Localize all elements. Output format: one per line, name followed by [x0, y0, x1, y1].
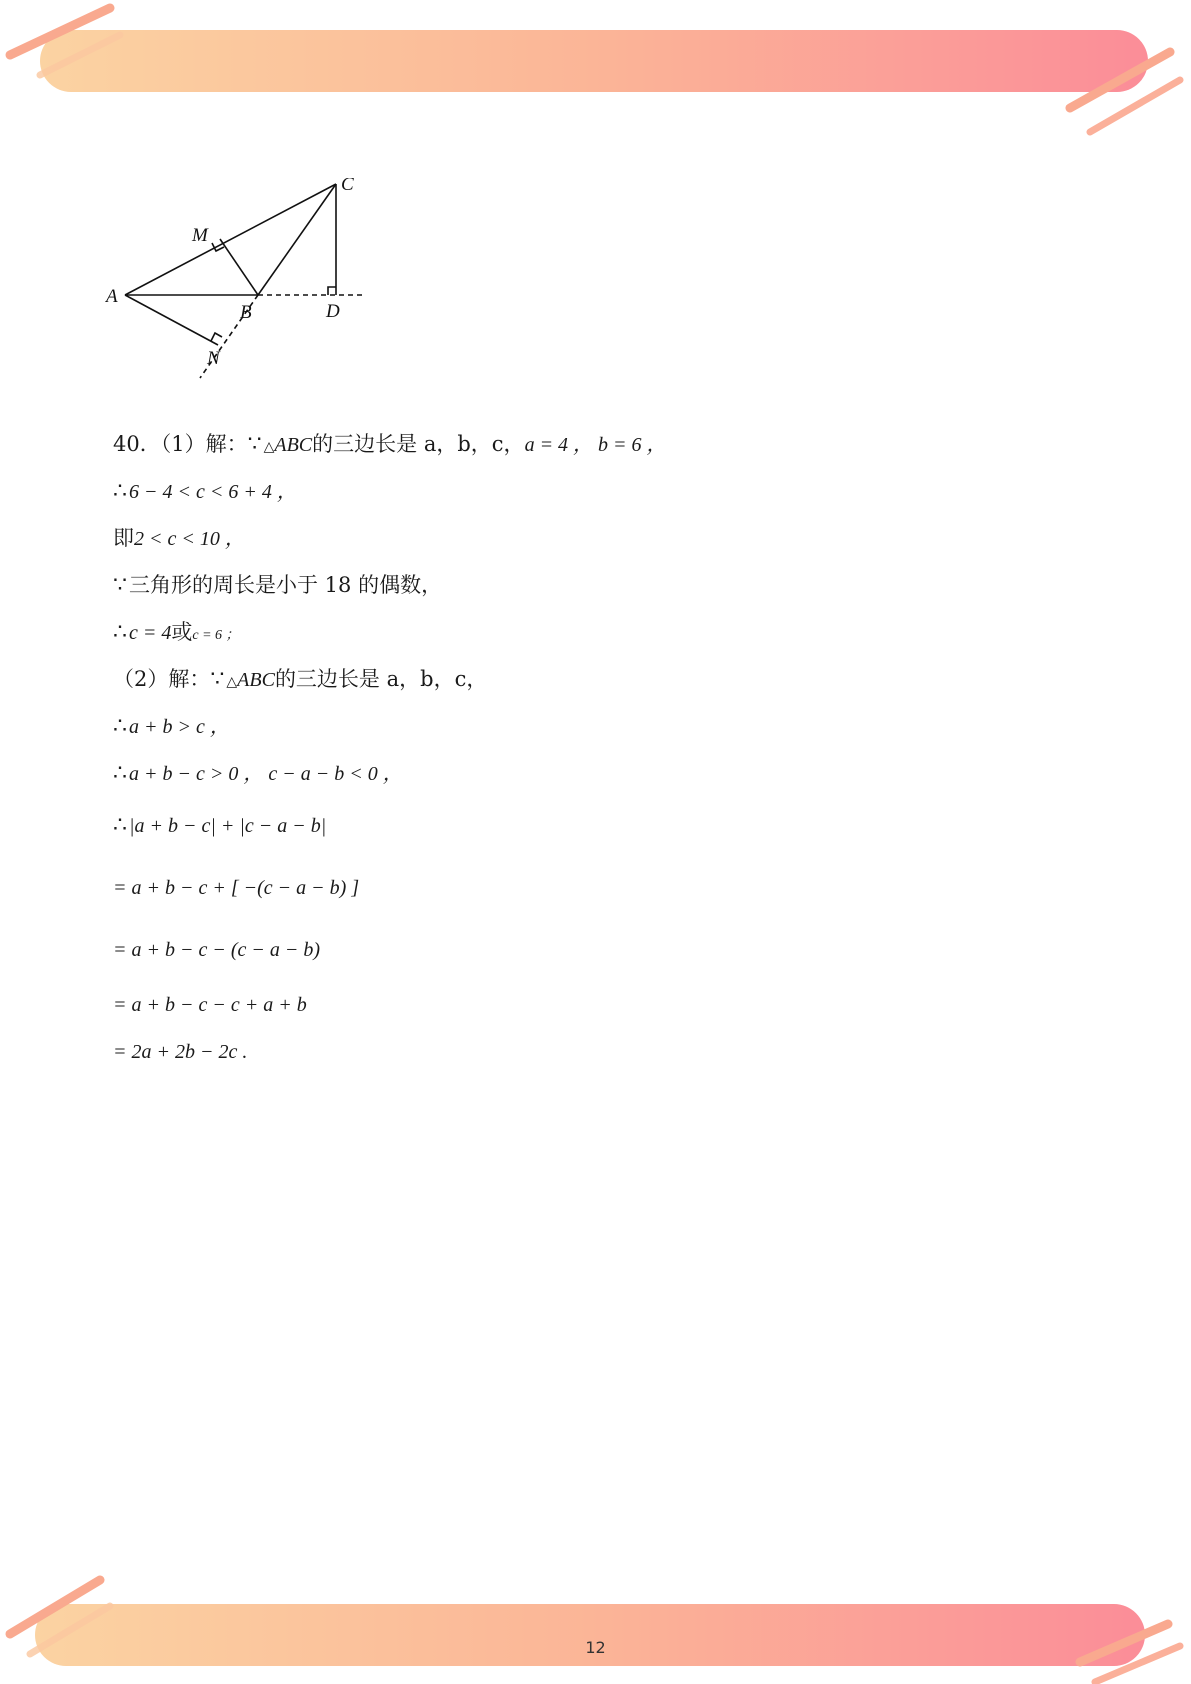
solution-line: ∴ 6 − 4 < c < 6 + 4 ， — [113, 479, 297, 504]
solution-line: ∴ a + b − c > 0 ， c − a − b < 0 ， — [113, 761, 403, 786]
solution-line: = a + b − c − c + a + b — [113, 994, 307, 1016]
label-a: A — [106, 286, 118, 307]
right-angle-d — [328, 287, 336, 295]
solution-line: = a + b − c − (c − a − b) — [113, 939, 321, 961]
segment-bc — [258, 184, 336, 295]
label-b: B — [240, 302, 252, 323]
segment-an — [125, 295, 218, 345]
solution-line: 即2 < c < 10 ， — [113, 526, 245, 550]
header-banner — [0, 0, 1191, 140]
page-number: 12 — [585, 1638, 606, 1657]
geometry-figure — [100, 178, 400, 418]
solution-line: （2）解：∵ △ABC的三边长是 a，b，c， — [113, 667, 488, 692]
segment-ac — [125, 184, 336, 295]
label-d: D — [326, 301, 340, 322]
label-c: C — [341, 178, 354, 195]
solution-line: = a + b − c + [ −(c − a − b) ] — [113, 877, 360, 899]
solution-line: ∴ c = 4或c = 6 ； — [113, 620, 240, 645]
segment-bm — [220, 239, 258, 295]
footer-banner — [0, 1544, 1191, 1684]
solution-line: 40．（1）解：∵ △ABC的三边长是 a，b，c，a = 4 ， b = 6 ， — [113, 432, 667, 457]
label-n: N — [207, 348, 220, 369]
solution-line: ∴ a + b > c ， — [113, 714, 230, 739]
solution-line: = 2a + 2b − 2c . — [113, 1041, 248, 1063]
right-angle-n — [211, 333, 222, 341]
label-m: M — [192, 225, 208, 246]
solution-line: ∵三角形的周长是小于 18 的偶数， — [113, 573, 443, 598]
solution-line: ∴ |a + b − c| + |c − a − b| — [113, 813, 327, 838]
